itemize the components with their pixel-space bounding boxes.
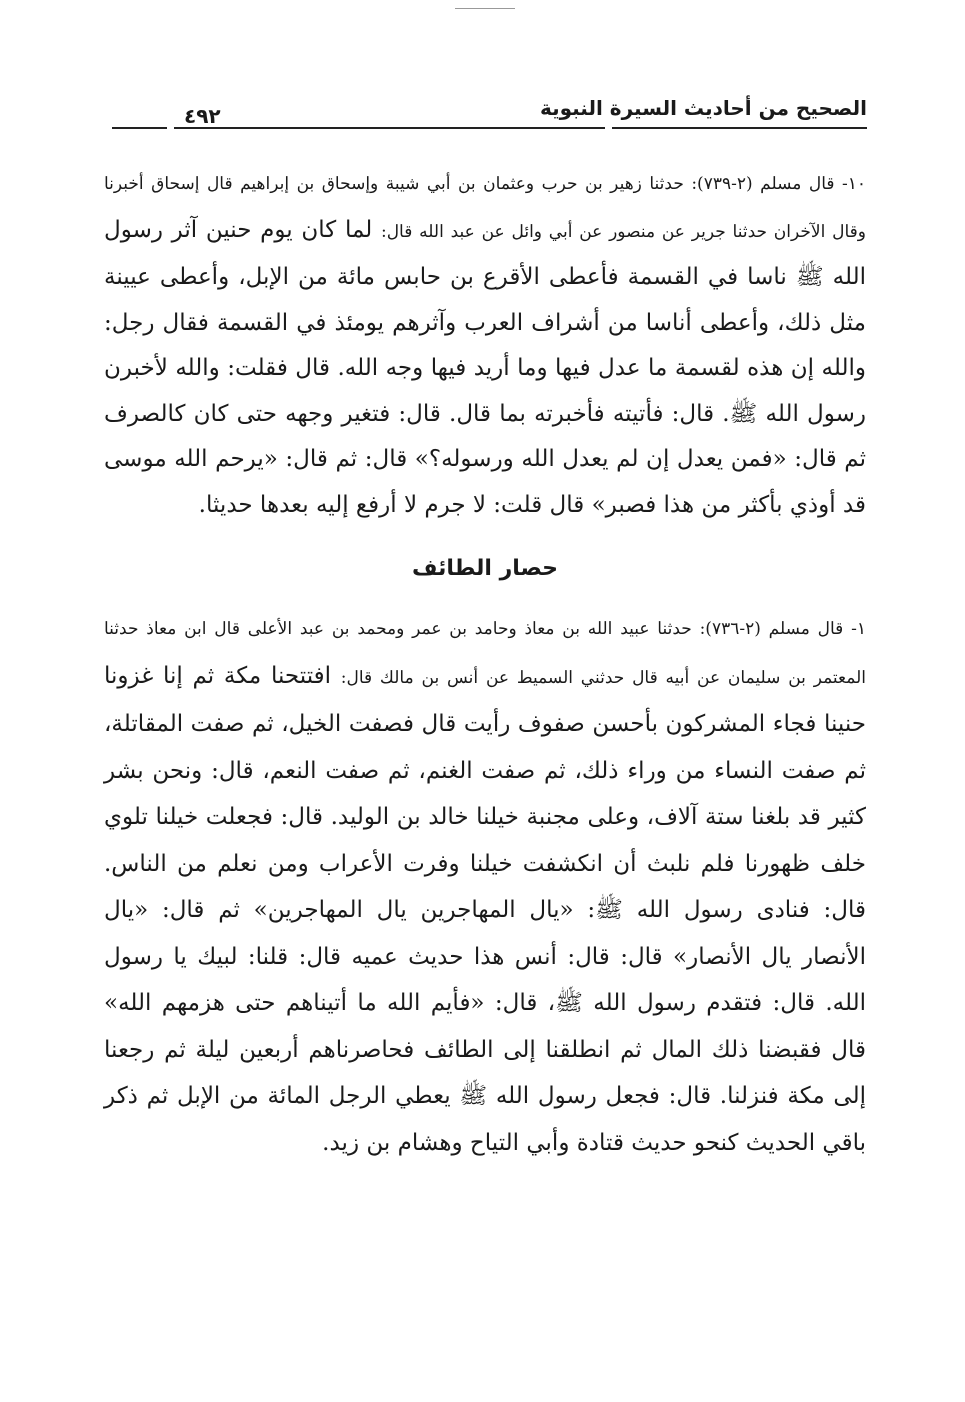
page-body <box>104 160 866 1166</box>
section-heading: حصار الطائف <box>411 556 559 581</box>
page-number: ٤٩٢ <box>184 104 221 128</box>
header-rule <box>112 127 167 129</box>
matn-text: افتتحنا مكة ثم إنا غزونا حنينا فجاء المشركون بأحسن صفوف رأيت قال فصفت الخيل، ثم صفت المقاتلة، ثم صفت النساء من وراء ذلك، ثم صفت الغنم، ثم صفت النعم، قال: ونحن بشر كثير قد بلغنا ستة آلاف، وعلى مجنبة خيلنا خالد بن الوليد. قال: فجعلت خيلنا تلوي خلف ظهورنا فلم نلبث أن انكشفت خيلنا وفرت الأعراب ومن نعلم من الناس. قال: فنادى رسول الله ﷺ: «يال المهاجرين يال المهاجرين» ثم قال: «يال الأنصار يال الأنصار» قال: قال: أنس هذا حديث عميه قال: قلنا: لبيك يا رسول الله. قال: فتقدم رسول الله ﷺ، قال: «فأيم الله ما أتيناهم حتى هزمهم الله» قال فقبضنا ذلك المال ثم انطلقنا إلى الطائف فحاصرناهم أربعين ليلة ثم رجعنا إلى مكة فنزلنا. قال: فجعل رسول الله ﷺ يعطي الرجل المائة من الإبل ثم ذكر باقي الحديث كنحو حديث قتادة وأبي التياح وهشام بن زيد. <box>104 662 866 1156</box>
hadith-paragraph <box>104 160 866 528</box>
running-header <box>112 94 867 134</box>
header-rule <box>612 127 867 129</box>
running-title: الصحيح من أحاديث السيرة النبوية <box>539 96 867 120</box>
matn-text: لما كان يوم حنين آثر رسول الله ﷺ ناسا في القسمة فأعطى الأقرع بن حابس مائة من الإبل، وأعطى عيينة مثل ذلك، وأعطى أناسا من أشراف العرب وآثرهم يومئذ في القسمة فقال رجل: والله إن هذه لقسمة ما عدل فيها وما أريد فيها وجه الله. قال فقلت: والله لأخبرن رسول الله ﷺ. قال: فأتيته فأخبرته بما قال. قال: فتغير وجهه حتى كان كالصرف ثم قال: «فمن يعدل إن لم يعدل الله ورسوله؟» قال: ثم قال: «يرحم الله موسى قد أوذي بأكثر من هذا فصبر» قال قلت: لا جرم لا أرفع إليه بعدها حديثا. <box>104 216 866 518</box>
isnad-chain: ١٠- قال مسلم (٢-٧٣٩): حدثنا زهير بن حرب وعثمان بن أبي شيبة وإسحاق بن إبراهيم قال إسحاق أخبرنا وقال الآخران حدثنا جرير عن منصور عن أبي وائل عن عبد الله قال: <box>104 174 867 242</box>
hadith-paragraph <box>104 604 866 1166</box>
top-edge-rule <box>455 8 515 9</box>
header-rule <box>174 127 605 129</box>
isnad-chain: ١- قال مسلم (٢-٧٣٦): حدثنا عبيد الله بن معاذ وحامد بن عمر ومحمد بن عبد الأعلى قال ابن معاذ حدثنا المعتمر بن سليمان عن أبيه قال حدثني السميط عن أنس بن مالك قال: <box>104 619 866 688</box>
